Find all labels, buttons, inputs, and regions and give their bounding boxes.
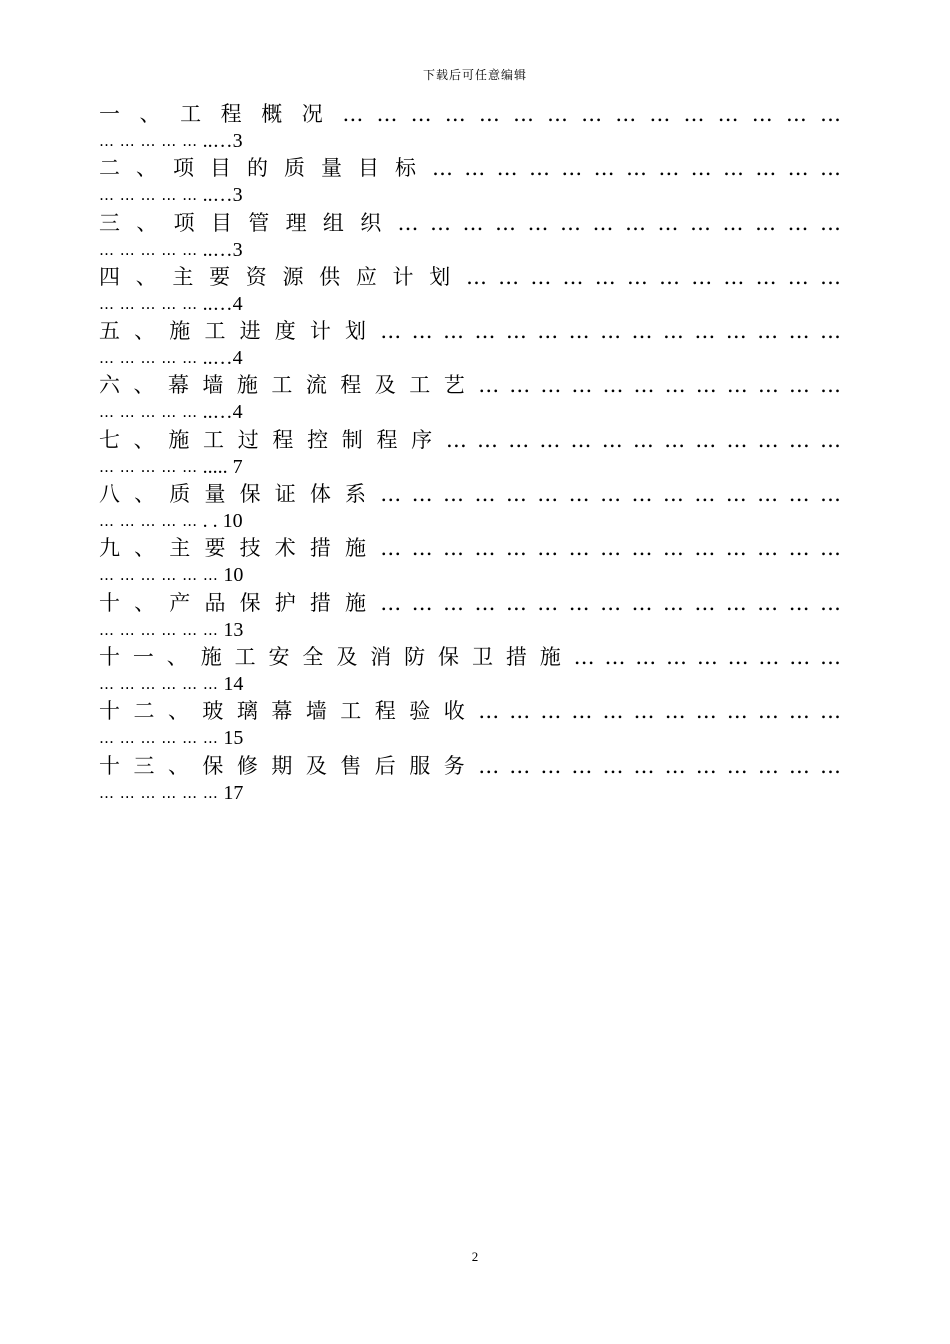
toc-entry-leader-continued: … … … … … bbox=[99, 403, 198, 422]
toc-entry[interactable] bbox=[99, 698, 841, 752]
toc-entry-title: 六 、 幕 墙 施 工 流 程 及 工 艺 bbox=[99, 373, 469, 398]
toc-entry-page: ..... 7 bbox=[202, 455, 243, 478]
toc-entry-title: 五 、 施 工 进 度 计 划 bbox=[99, 319, 370, 344]
toc-entry-line bbox=[99, 101, 841, 128]
toc-entry-page: 15 bbox=[223, 727, 244, 750]
toc-entry-line bbox=[99, 318, 841, 345]
toc-entry-leader-continued: … … … … … … bbox=[99, 620, 219, 639]
toc-entry-line bbox=[99, 481, 841, 508]
toc-entry-leader: … … … … … … … … … … … … bbox=[478, 373, 841, 398]
toc-entry-line-2 bbox=[99, 617, 841, 644]
toc-entry-page: 17 bbox=[223, 781, 244, 804]
toc-entry-line-2 bbox=[99, 671, 841, 698]
toc-entry-line-2 bbox=[99, 725, 841, 752]
toc-entry-line bbox=[99, 590, 841, 617]
toc-entry[interactable] bbox=[99, 210, 841, 264]
toc-entry-title: 二 、 项 目 的 质 量 目 标 bbox=[99, 156, 421, 181]
toc-entry-line-2 bbox=[99, 345, 841, 372]
toc-entry-line bbox=[99, 372, 841, 399]
toc-entry-line bbox=[99, 264, 841, 291]
toc-entry[interactable] bbox=[99, 101, 841, 155]
toc-entry[interactable] bbox=[99, 372, 841, 426]
toc-entry-leader-continued: … … … … … bbox=[99, 240, 198, 259]
page-number: 2 bbox=[471, 1249, 479, 1264]
toc-entry-title: 十 、 产 品 保 护 措 施 bbox=[99, 590, 370, 615]
toc-entry-title: 三 、 项 目 管 理 组 织 bbox=[99, 210, 387, 235]
toc-entry-line bbox=[99, 644, 841, 671]
toc-entry-leader-continued: … … … … … bbox=[99, 512, 198, 531]
toc-entry-line-2 bbox=[99, 508, 841, 535]
toc-entry-title: 四 、 主 要 资 源 供 应 计 划 bbox=[99, 264, 455, 289]
toc-entry-page: ..…3 bbox=[202, 184, 243, 207]
toc-entry[interactable] bbox=[99, 535, 841, 589]
toc-entry-leader: … … … … … … … … … … … … … … … bbox=[380, 590, 841, 615]
toc-entry-leader: … … … … … … … … … … … … … bbox=[445, 427, 841, 452]
toc-entry-title: 一 、 工 程 概 况 bbox=[99, 102, 330, 126]
toc-entry-title: 九 、 主 要 技 术 措 施 bbox=[99, 536, 370, 561]
toc-entry-title: 十 三 、 保 修 期 及 售 后 服 务 bbox=[99, 753, 469, 778]
toc-entry-leader: … … … … … … … … … … … … … bbox=[431, 156, 841, 181]
toc-entry-line-2 bbox=[99, 399, 841, 426]
toc-entry-leader-continued: … … … … … bbox=[99, 132, 198, 150]
toc-entry-line bbox=[99, 698, 841, 725]
toc-entry[interactable] bbox=[99, 753, 841, 807]
toc-entry-leader-continued: … … … … … bbox=[99, 457, 198, 476]
page-header: 下载后可任意编辑 bbox=[422, 68, 527, 82]
toc-entry[interactable] bbox=[99, 318, 841, 372]
toc-entry-leader: … … … … … … … … … … … … … … … bbox=[380, 536, 841, 561]
toc-entry-page: ..…3 bbox=[202, 238, 243, 261]
toc-entry-leader-continued: … … … … … bbox=[99, 186, 198, 205]
toc-entry-title: 七 、 施 工 过 程 控 制 程 序 bbox=[99, 427, 436, 452]
toc-entry-leader: … … … … … … … … … … … … … … bbox=[397, 210, 841, 235]
toc-entry-leader-continued: … … … … … … bbox=[99, 674, 219, 693]
toc-entry-leader-continued: … … … … … bbox=[99, 349, 198, 368]
toc-entry-line-2 bbox=[99, 291, 841, 318]
toc-entry-line-2 bbox=[99, 182, 841, 209]
toc-entry-line bbox=[99, 427, 841, 454]
toc-entry-line-2 bbox=[99, 562, 841, 589]
toc-entry-page: ..…4 bbox=[202, 401, 243, 424]
toc-entry-leader: … … … … … … … … … bbox=[573, 644, 841, 669]
toc-entry-leader: … … … … … … … … … … … … … … … bbox=[380, 482, 841, 507]
toc-entry-line bbox=[99, 210, 841, 237]
toc-entry-page: 14 bbox=[223, 672, 244, 695]
toc-entry[interactable] bbox=[99, 264, 841, 318]
toc-entry-line-2 bbox=[99, 237, 841, 264]
toc-entry-page: ..…4 bbox=[202, 347, 243, 370]
toc-entry-line-2 bbox=[99, 780, 841, 807]
toc-entry-leader: … … … … … … … … … … … … bbox=[465, 264, 841, 289]
toc-entry-leader: … … … … … … … … … … … … … … … bbox=[380, 319, 841, 344]
toc-entry-page: ..…4 bbox=[202, 292, 243, 315]
toc-entry-leader-continued: … … … … … bbox=[99, 294, 198, 313]
toc-entry-line bbox=[99, 155, 841, 182]
toc-entry-page: 13 bbox=[223, 618, 244, 641]
toc-entry-leader-continued: … … … … … … bbox=[99, 729, 219, 748]
toc-entry-title: 八 、 质 量 保 证 体 系 bbox=[99, 482, 370, 507]
toc-entry-title: 十 二 、 玻 璃 幕 墙 工 程 验 收 bbox=[99, 699, 469, 724]
toc-entry-line bbox=[99, 753, 841, 780]
toc-entry-line-2 bbox=[99, 454, 841, 481]
toc-entry-page: . . 10 bbox=[202, 510, 243, 533]
toc-entry-page: 10 bbox=[223, 564, 244, 587]
toc-entry[interactable] bbox=[99, 481, 841, 535]
toc-entry-leader: … … … … … … … … … … … … bbox=[478, 753, 841, 778]
toc-entry-leader-continued: … … … … … … bbox=[99, 783, 219, 802]
toc-entry-line-2 bbox=[99, 128, 841, 155]
table-of-contents bbox=[99, 101, 841, 807]
toc-entry-leader: … … … … … … … … … … … … … … … bbox=[342, 102, 841, 126]
toc-entry-line bbox=[99, 535, 841, 562]
toc-entry[interactable] bbox=[99, 427, 841, 481]
toc-entry-page: ..…3 bbox=[202, 130, 243, 152]
toc-entry[interactable] bbox=[99, 644, 841, 698]
toc-entry-title: 十 一 、 施 工 安 全 及 消 防 保 卫 措 施 bbox=[99, 644, 564, 669]
toc-entry-leader: … … … … … … … … … … … … bbox=[478, 699, 841, 724]
toc-entry[interactable] bbox=[99, 155, 841, 209]
toc-entry[interactable] bbox=[99, 590, 841, 644]
toc-entry-leader-continued: … … … … … … bbox=[99, 566, 219, 585]
